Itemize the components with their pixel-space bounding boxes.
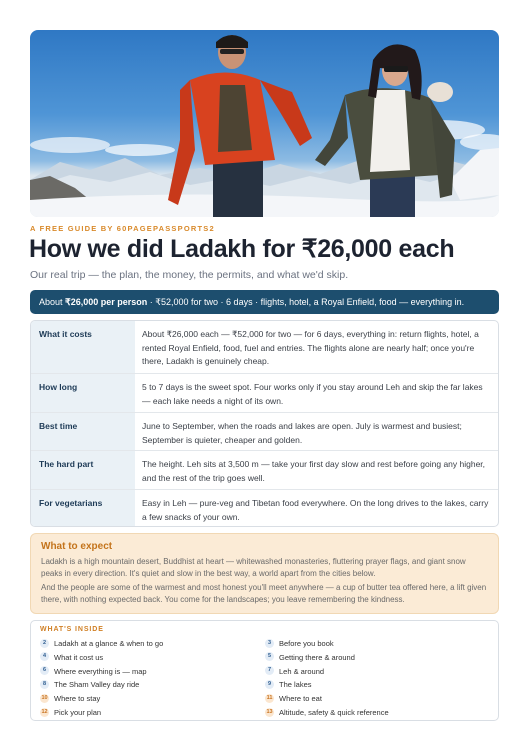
expect-heading: What to expect: [41, 541, 113, 552]
page-subtitle: Our real trip — the plan, the money, the permits, and what we'd skip.: [30, 269, 349, 281]
facts-label: What it costs: [31, 321, 135, 373]
facts-row-season: [31, 413, 498, 451]
toc-label: Ladakh at a glance & when to go: [54, 639, 164, 648]
toc-item[interactable]: [40, 692, 260, 706]
toc-number: 10: [41, 694, 48, 701]
toc-label: The lakes: [279, 680, 312, 690]
inside-heading: WHAT'S INSIDE: [40, 626, 104, 633]
toc-number: 4: [40, 652, 49, 661]
toc-label: Leh & around: [279, 666, 325, 676]
toc-item[interactable]: [265, 678, 485, 692]
toc-item[interactable]: [40, 665, 260, 679]
toc-number: 13: [266, 708, 273, 715]
toc-number: 12: [41, 708, 48, 715]
facts-label: How long: [31, 374, 135, 412]
facts-label: For vegetarians: [31, 490, 135, 527]
toc-label: Getting there & around: [279, 652, 355, 662]
toc-item[interactable]: [40, 706, 260, 720]
facts-value: Easy in Leh — pure-veg and Tibetan food everywhere. On the long drives to the lakes, carry a few snacks of your own.: [142, 498, 489, 522]
toc-label: Where to eat: [279, 694, 322, 704]
hero-photo: [30, 30, 499, 217]
hero-illustration: [30, 30, 499, 217]
expect-paragraph-2: And the people are some of the warmest and most honest you'll meet anywhere — a cup of butter tea offered here, a lift given there, with nothing expected back. You come for the landscapes; you leave remembering the kindness.: [41, 583, 487, 604]
facts-value: June to September, when the roads and lakes are open. July is warmest and busiest; September is quieter, cheaper and golden.: [142, 421, 462, 445]
toc-item[interactable]: [40, 637, 260, 651]
toc-item[interactable]: [265, 692, 485, 706]
toc-number: 7: [265, 666, 274, 675]
facts-label: Best time: [31, 413, 135, 450]
toc-number: 2: [40, 639, 49, 648]
facts-row-vegetarians: [31, 490, 498, 527]
toc-item[interactable]: [40, 651, 260, 665]
expect-paragraph-1: Ladakh is a high mountain desert, Buddhist at heart — whitewashed monasteries, fluttering prayer flags, and giant snow peaks in every direction. It's quiet and slow in the best way, a world apart from the cities below.: [41, 557, 466, 578]
toc-item[interactable]: [40, 678, 260, 692]
toc-label: What it cost us: [54, 652, 104, 662]
facts-value: About ₹26,000 each — ₹52,000 for two — for 6 days, everything in: return flights, hotel, a rented Royal Enfield, food, fuel and entries. The flights alone are nearly half; once you're there, Ladakh is genuinely cheap.: [142, 329, 479, 366]
toc-label: Before you book: [279, 639, 334, 648]
toc-number: 6: [40, 666, 49, 675]
whats-inside-box: [30, 620, 499, 721]
facts-label: The hard part: [31, 451, 135, 489]
page-title: How we did Ladakh for ₹26,000 each: [29, 235, 455, 263]
toc-number: 3: [265, 639, 274, 648]
banner-prefix: About: [39, 297, 66, 307]
price-banner: [30, 290, 499, 314]
toc-number: 9: [265, 680, 274, 689]
what-to-expect-box: [30, 533, 499, 614]
toc-number: 5: [265, 652, 274, 661]
toc-number: 11: [266, 694, 273, 701]
facts-value: 5 to 7 days is the sweet spot. Four works only if you stay around Leh and skip the far lakes — each lake needs a night of its own.: [142, 382, 483, 406]
toc-label: The Sham Valley day ride: [54, 680, 140, 690]
facts-row-hard-part: [31, 451, 498, 490]
facts-row-duration: [31, 374, 498, 413]
facts-table: [30, 320, 499, 527]
toc-item[interactable]: [265, 665, 485, 679]
toc-item[interactable]: [265, 637, 485, 651]
toc-label: Altitude, safety & quick reference: [279, 708, 389, 717]
toc-item[interactable]: [265, 651, 485, 665]
toc-number: 8: [40, 680, 49, 689]
toc-label: Pick your plan: [54, 708, 102, 717]
banner-rest: · ₹52,000 for two · 6 days · flights, hotel, a Royal Enfield, food — everything in.: [147, 297, 465, 307]
facts-value: The height. Leh sits at 3,500 m — take your first day slow and rest before going any higher, and the rest of the trip goes well.: [142, 459, 486, 483]
toc-label: Where everything is — map: [54, 666, 147, 676]
banner-highlight: ₹26,000 per person: [65, 297, 148, 307]
toc-item[interactable]: [265, 706, 485, 720]
facts-row-costs: [31, 321, 498, 374]
toc-label: Where to stay: [54, 694, 101, 704]
eyebrow-label: A FREE GUIDE BY 60PAGEPASSPORTS2: [30, 224, 215, 233]
